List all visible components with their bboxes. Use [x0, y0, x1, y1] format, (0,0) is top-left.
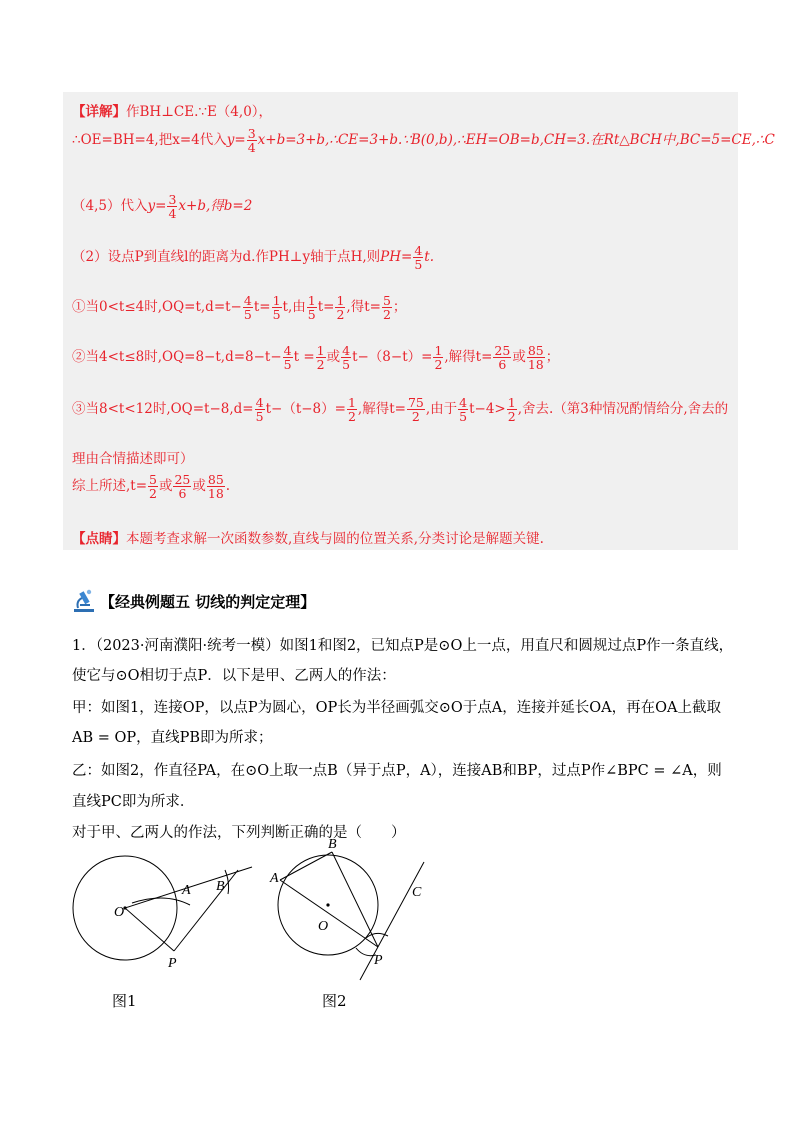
fraction: $\frac{3}{4}$: [247, 126, 256, 156]
question-line-7: 对于甲、乙两人的作法，下列判断正确的是（ ）: [72, 825, 406, 841]
remark-tag: 【点睛】: [72, 531, 126, 547]
answer-line-6: ②当4<t≤8时,OQ=8−t,d=8−t− $\frac{4}{5}$ t = $\frac{1}{2}$ 或 $\frac{4}{5}$ t−（8−t）= $\frac{1}{2}$ ,解得t= $\frac{25}{6}$ 或 $\frac{85}{18}$ ；: [72, 343, 560, 373]
fig2-label-A: A: [270, 871, 279, 886]
fraction: $\frac{4}{5}$: [414, 243, 423, 273]
question-line-4: AB = OP，直线PB即为所求；: [72, 730, 273, 746]
microscope-icon: [72, 589, 98, 613]
answer-line-1: 【详解】作BH⊥CE.∵E（4,0），: [72, 104, 273, 120]
answer-line-8: 理由合情描述即可）: [72, 451, 194, 467]
figure-2-diagram: [268, 830, 448, 985]
figure-1-label: 图1: [112, 992, 137, 1010]
detail-tag: 【详解】: [72, 104, 126, 120]
fraction: $\frac{3}{4}$: [168, 192, 177, 222]
question-line-1: 1．（2023·河南濮阳·统考一模）如图1和图2，已知点P是⊙O上一点，用直尺和圆规过点P作一条直线，: [72, 638, 734, 654]
fig2-label-B: B: [328, 837, 337, 852]
fig1-label-A: A: [182, 883, 191, 898]
fig2-label-P: P: [374, 953, 383, 968]
section-title: 【经典例题五 切线的判定定理】: [72, 589, 315, 613]
figure-1-diagram: [70, 850, 270, 990]
answer-line-10: 【点睛】本题考查求解一次函数参数,直线与圆的位置关系,分类讨论是解题关键.: [72, 531, 544, 547]
fig2-label-O: O: [318, 919, 329, 934]
figure-2-label: 图2: [322, 992, 347, 1010]
fig2-label-C: C: [412, 885, 422, 900]
answer-line-2: ∴OE=BH=4,把x=4代入y= $\frac{3}{4}$ x+b=3+b,∴CE=3+b.∵B(0,b),∴EH=OB=b,CH=3.在Rt△BCH中,BC=5=CE,∴C: [72, 126, 775, 156]
question-line-2: 使它与⊙O相切于点P．以下是甲、乙两人的作法：: [72, 668, 396, 684]
answer-line-5: ①当0<t≤4时,OQ=t,d=t− $\frac{4}{5}$ t= $\frac{1}{5}$ t,由 $\frac{1}{5}$ t= $\frac{1}{2}$ ,得t= $\frac{5}{2}$ ；: [72, 293, 407, 323]
fig1-label-P: P: [168, 956, 177, 971]
answer-line-7: ③当8<t<12时,OQ=t−8,d= $\frac{4}{5}$ t−（t−8）= $\frac{1}{2}$ ,解得t= $\frac{75}{2}$ ,由于 $\frac{4}{5}$ t−4> $\frac{1}{2}$ ,舍去.（第3种情况酌情给分,舍去的: [72, 395, 729, 425]
answer-line-3: （4,5）代入y= $\frac{3}{4}$ x+b,得b=2: [72, 192, 253, 222]
answer-line-4: （2）设点P到直线l的距离为d.作PH⊥y轴于点H,则PH= $\frac{4}{5}$ t.: [72, 243, 435, 273]
fig1-label-O: O: [114, 905, 125, 920]
fig1-label-B: B: [216, 879, 225, 894]
question-line-3: 甲：如图1，连接OP，以点P为圆心，OP长为半径画弧交⊙O于点A，连接并延长OA，再在OA上截取: [72, 700, 721, 716]
question-line-6: 直线PC即为所求．: [72, 794, 195, 810]
answer-line-9: 综上所述,t= $\frac{5}{2}$ 或 $\frac{25}{6}$ 或 $\frac{85}{18}$ .: [72, 472, 231, 502]
question-line-5: 乙：如图2，作直径PA，在⊙O上取一点B（异于点P，A），连接AB和BP，过点P作∠BPC = ∠A，则: [72, 763, 722, 779]
